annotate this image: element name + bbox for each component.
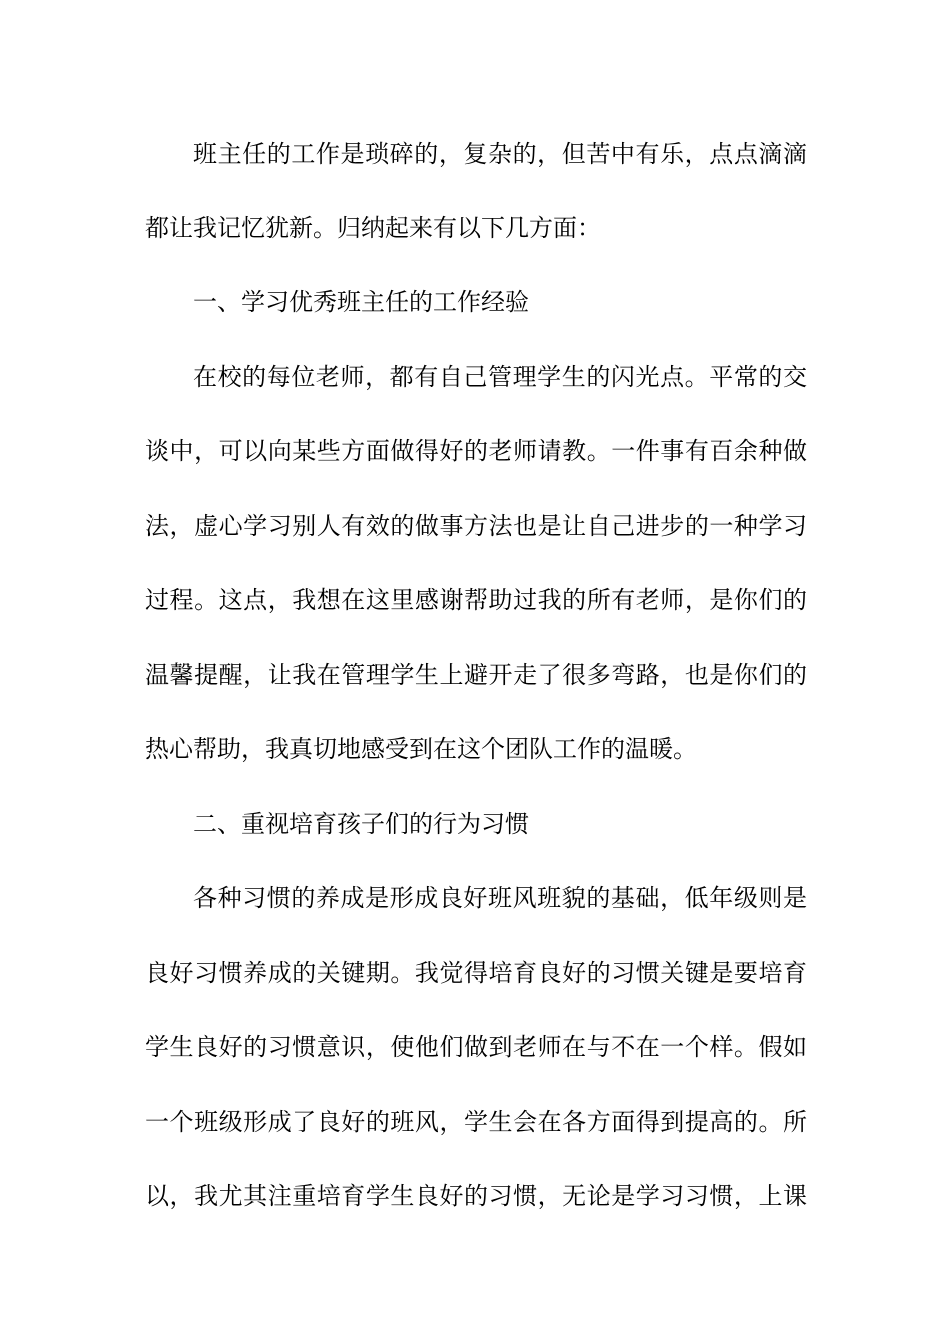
paragraph-line: 一个班级形成了良好的班风，学生会在各方面得到提高的。所 <box>145 1108 807 1136</box>
paragraph-line: 过程。这点，我想在这里感谢帮助过我的所有老师，是你们的 <box>145 586 807 614</box>
paragraph-line: 热心帮助，我真切地感受到在这个团队工作的温暖。 <box>145 735 697 763</box>
paragraph-line: 各种习惯的养成是形成良好班风班貌的基础，低年级则是 <box>193 884 807 912</box>
paragraph-line: 温馨提醒，让我在管理学生上避开走了很多弯路，也是你们的 <box>145 661 807 689</box>
paragraph-line: 在校的每位老师，都有自己管理学生的闪光点。平常的交 <box>193 363 807 391</box>
section-heading: 一、学习优秀班主任的工作经验 <box>193 288 529 316</box>
paragraph-line: 法，虚心学习别人有效的做事方法也是让自己进步的一种学习 <box>145 512 807 540</box>
paragraph-line: 良好习惯养成的关键期。我觉得培育良好的习惯关键是要培育 <box>145 959 807 987</box>
section-heading: 二、重视培育孩子们的行为习惯 <box>193 810 529 838</box>
paragraph-line: 以，我尤其注重培育学生良好的习惯，无论是学习习惯，上课 <box>145 1182 807 1210</box>
paragraph-line: 学生良好的习惯意识，使他们做到老师在与不在一个样。假如 <box>145 1033 807 1061</box>
paragraph-line: 班主任的工作是琐碎的，复杂的，但苦中有乐，点点滴滴 <box>193 140 807 168</box>
paragraph-line: 谈中，可以向某些方面做得好的老师请教。一件事有百余种做 <box>145 437 807 465</box>
paragraph-line: 都让我记忆犹新。归纳起来有以下几方面： <box>145 214 601 242</box>
